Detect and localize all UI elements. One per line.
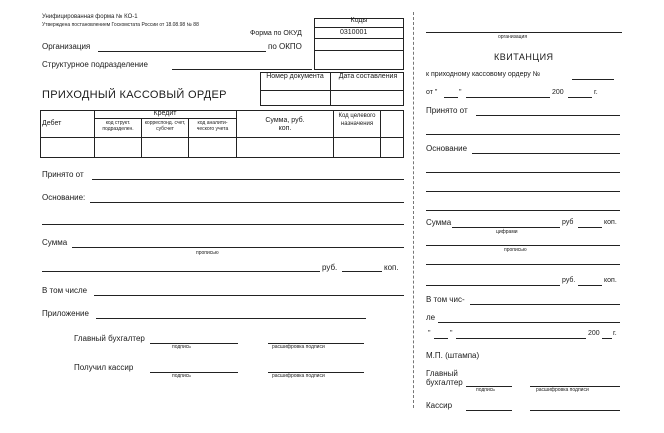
received-from-label: Принято от — [42, 170, 84, 179]
receipt-including-label: В том чис- — [426, 295, 465, 304]
chief-accountant-signature[interactable] — [150, 343, 238, 344]
receipt-year-field[interactable] — [568, 97, 592, 98]
analytic-code-header: код аналити-ческого учета — [196, 120, 229, 132]
rub-label: руб. — [322, 263, 338, 272]
chief-signature-caption: подпись — [172, 344, 191, 350]
receipt-basis-field-4[interactable] — [426, 210, 620, 211]
cut-line — [413, 12, 414, 408]
receipt-basis-field-2[interactable] — [426, 172, 620, 173]
chief-accountant-label: Главный бухгалтер — [74, 334, 145, 343]
including-field[interactable] — [94, 295, 404, 296]
receipt-basis-label: Основание — [426, 144, 468, 153]
form-header-line2: Утверждена постановлением Госкомстата России от 18.08.98 № 88 — [42, 22, 199, 28]
codes-label: Коды — [350, 17, 368, 24]
receipt-received-from-field[interactable] — [476, 115, 620, 116]
receipt-kop-label: коп. — [604, 219, 617, 226]
cashier-signature-caption: подпись — [172, 373, 191, 379]
receipt-kop-words-field[interactable] — [578, 285, 602, 286]
receipt-to-order-label: к приходному кассовому ордеру № — [426, 71, 541, 78]
receipt-amount-words-field[interactable] — [426, 245, 620, 246]
basis-field-2[interactable] — [42, 224, 404, 225]
receipt-organization-field[interactable] — [426, 32, 622, 33]
receipt-rub-label: руб — [562, 219, 574, 226]
receipt-kop-label-2: коп. — [604, 277, 617, 284]
receipt-including-field-2[interactable] — [438, 322, 620, 323]
receipt-digits-caption: цифрами — [496, 229, 518, 235]
order-title: ПРИХОДНЫЙ КАССОВЫЙ ОРДЕР — [42, 89, 227, 101]
received-cashier-label: Получил кассир — [74, 363, 134, 372]
cashier-decoding-caption: расшифровка подписи — [272, 373, 325, 379]
receipt-date-quote: " — [459, 89, 462, 96]
cashier-signature[interactable] — [150, 372, 238, 373]
appendix-label: Приложение — [42, 309, 89, 318]
receipt-chief-decoding-caption: расшифровка подписи — [536, 387, 589, 393]
credit-header: Кредит — [153, 110, 177, 117]
doc-number-date-cells[interactable] — [260, 90, 404, 106]
receipt-in-words-caption: прописью — [504, 247, 527, 253]
corr-account-header: корреспонд. счет, субсчет — [144, 120, 186, 132]
receipt-including-label-2: ле — [426, 313, 436, 322]
receipt-amount-label: Сумма — [426, 218, 452, 227]
basis-label: Основание: — [42, 193, 86, 202]
receipt-year: 200 — [552, 89, 564, 96]
receipt-year-suffix: г. — [594, 89, 598, 96]
okud-value: 0310001 — [340, 29, 368, 36]
receipt-order-number-field[interactable] — [572, 79, 614, 80]
including-label: В том числе — [42, 286, 88, 295]
receipt-chief-accountant-label-1: Главный — [426, 369, 458, 378]
receipt-amount-words-field-3[interactable] — [426, 285, 560, 286]
receipt-month-field[interactable] — [466, 97, 550, 98]
amount-in-words-caption: прописью — [196, 250, 219, 256]
receipt-cashier-decoding[interactable] — [530, 410, 620, 411]
amount-words-field-2[interactable] — [42, 271, 320, 272]
receipt-organization-caption: организация — [498, 34, 528, 40]
receipt-year-field-2[interactable] — [602, 338, 612, 339]
received-from-field[interactable] — [92, 179, 404, 180]
okud-label: Форма по ОКУД — [250, 30, 302, 37]
receipt-chief-signature-caption: подпись — [476, 387, 495, 393]
organization-field[interactable] — [98, 51, 266, 52]
okpo-label: по ОКПО — [268, 42, 302, 51]
receipt-rub-label-2: руб. — [562, 277, 576, 284]
debit-header: Дебет — [42, 120, 62, 127]
codes-box — [314, 18, 404, 70]
struct-code-header: код структ. подразделен. — [102, 120, 134, 132]
purpose-code-header: Код целевого назначения — [338, 113, 376, 127]
amount-label: Сумма — [42, 238, 68, 247]
receipt-chief-accountant-label-2: бухгалтер — [426, 378, 463, 387]
receipt-received-from-field-2[interactable] — [426, 134, 620, 135]
receipt-date-prefix-2: " — [428, 330, 431, 337]
subdivision-label: Структурное подразделение — [42, 60, 148, 69]
kop-label: коп. — [384, 263, 399, 272]
receipt-including-field[interactable] — [470, 304, 620, 305]
receipt-amount-digits-field[interactable] — [452, 227, 560, 228]
receipt-month-field-2[interactable] — [456, 338, 586, 339]
receipt-basis-field-3[interactable] — [426, 191, 620, 192]
receipt-amount-words-field-2[interactable] — [426, 264, 620, 265]
receipt-date-quote-2: " — [450, 330, 453, 337]
kop-field[interactable] — [342, 271, 382, 272]
receipt-day-field[interactable] — [444, 97, 458, 98]
amount-words-field[interactable] — [72, 247, 404, 248]
receipt-stamp-label: М.П. (штампа) — [426, 351, 480, 360]
receipt-year-2: 200 — [588, 330, 600, 337]
receipt-cashier-signature[interactable] — [466, 410, 512, 411]
receipt-date-prefix: от " — [426, 89, 438, 96]
receipt-received-from-label: Принято от — [426, 106, 468, 115]
doc-date-header: Дата составления — [338, 73, 398, 80]
chief-decoding-caption: расшифровка подписи — [272, 344, 325, 350]
organization-label: Организация — [42, 42, 91, 51]
amount-header: Сумма, руб. коп. — [265, 117, 305, 132]
doc-number-header: Номер документа — [266, 73, 324, 80]
receipt-title: КВИТАНЦИЯ — [494, 52, 554, 62]
appendix-field[interactable] — [96, 318, 366, 319]
receipt-basis-field[interactable] — [472, 153, 620, 154]
receipt-day-field-2[interactable] — [434, 338, 448, 339]
receipt-year-suffix-2: г. — [613, 330, 617, 337]
subdivision-field[interactable] — [172, 69, 312, 70]
receipt-cashier-label: Кассир — [426, 401, 453, 410]
receipt-kop-digits-field[interactable] — [578, 227, 602, 228]
form-header-line1: Унифицированная форма № КО-1 — [42, 14, 138, 20]
basis-field[interactable] — [90, 202, 404, 203]
